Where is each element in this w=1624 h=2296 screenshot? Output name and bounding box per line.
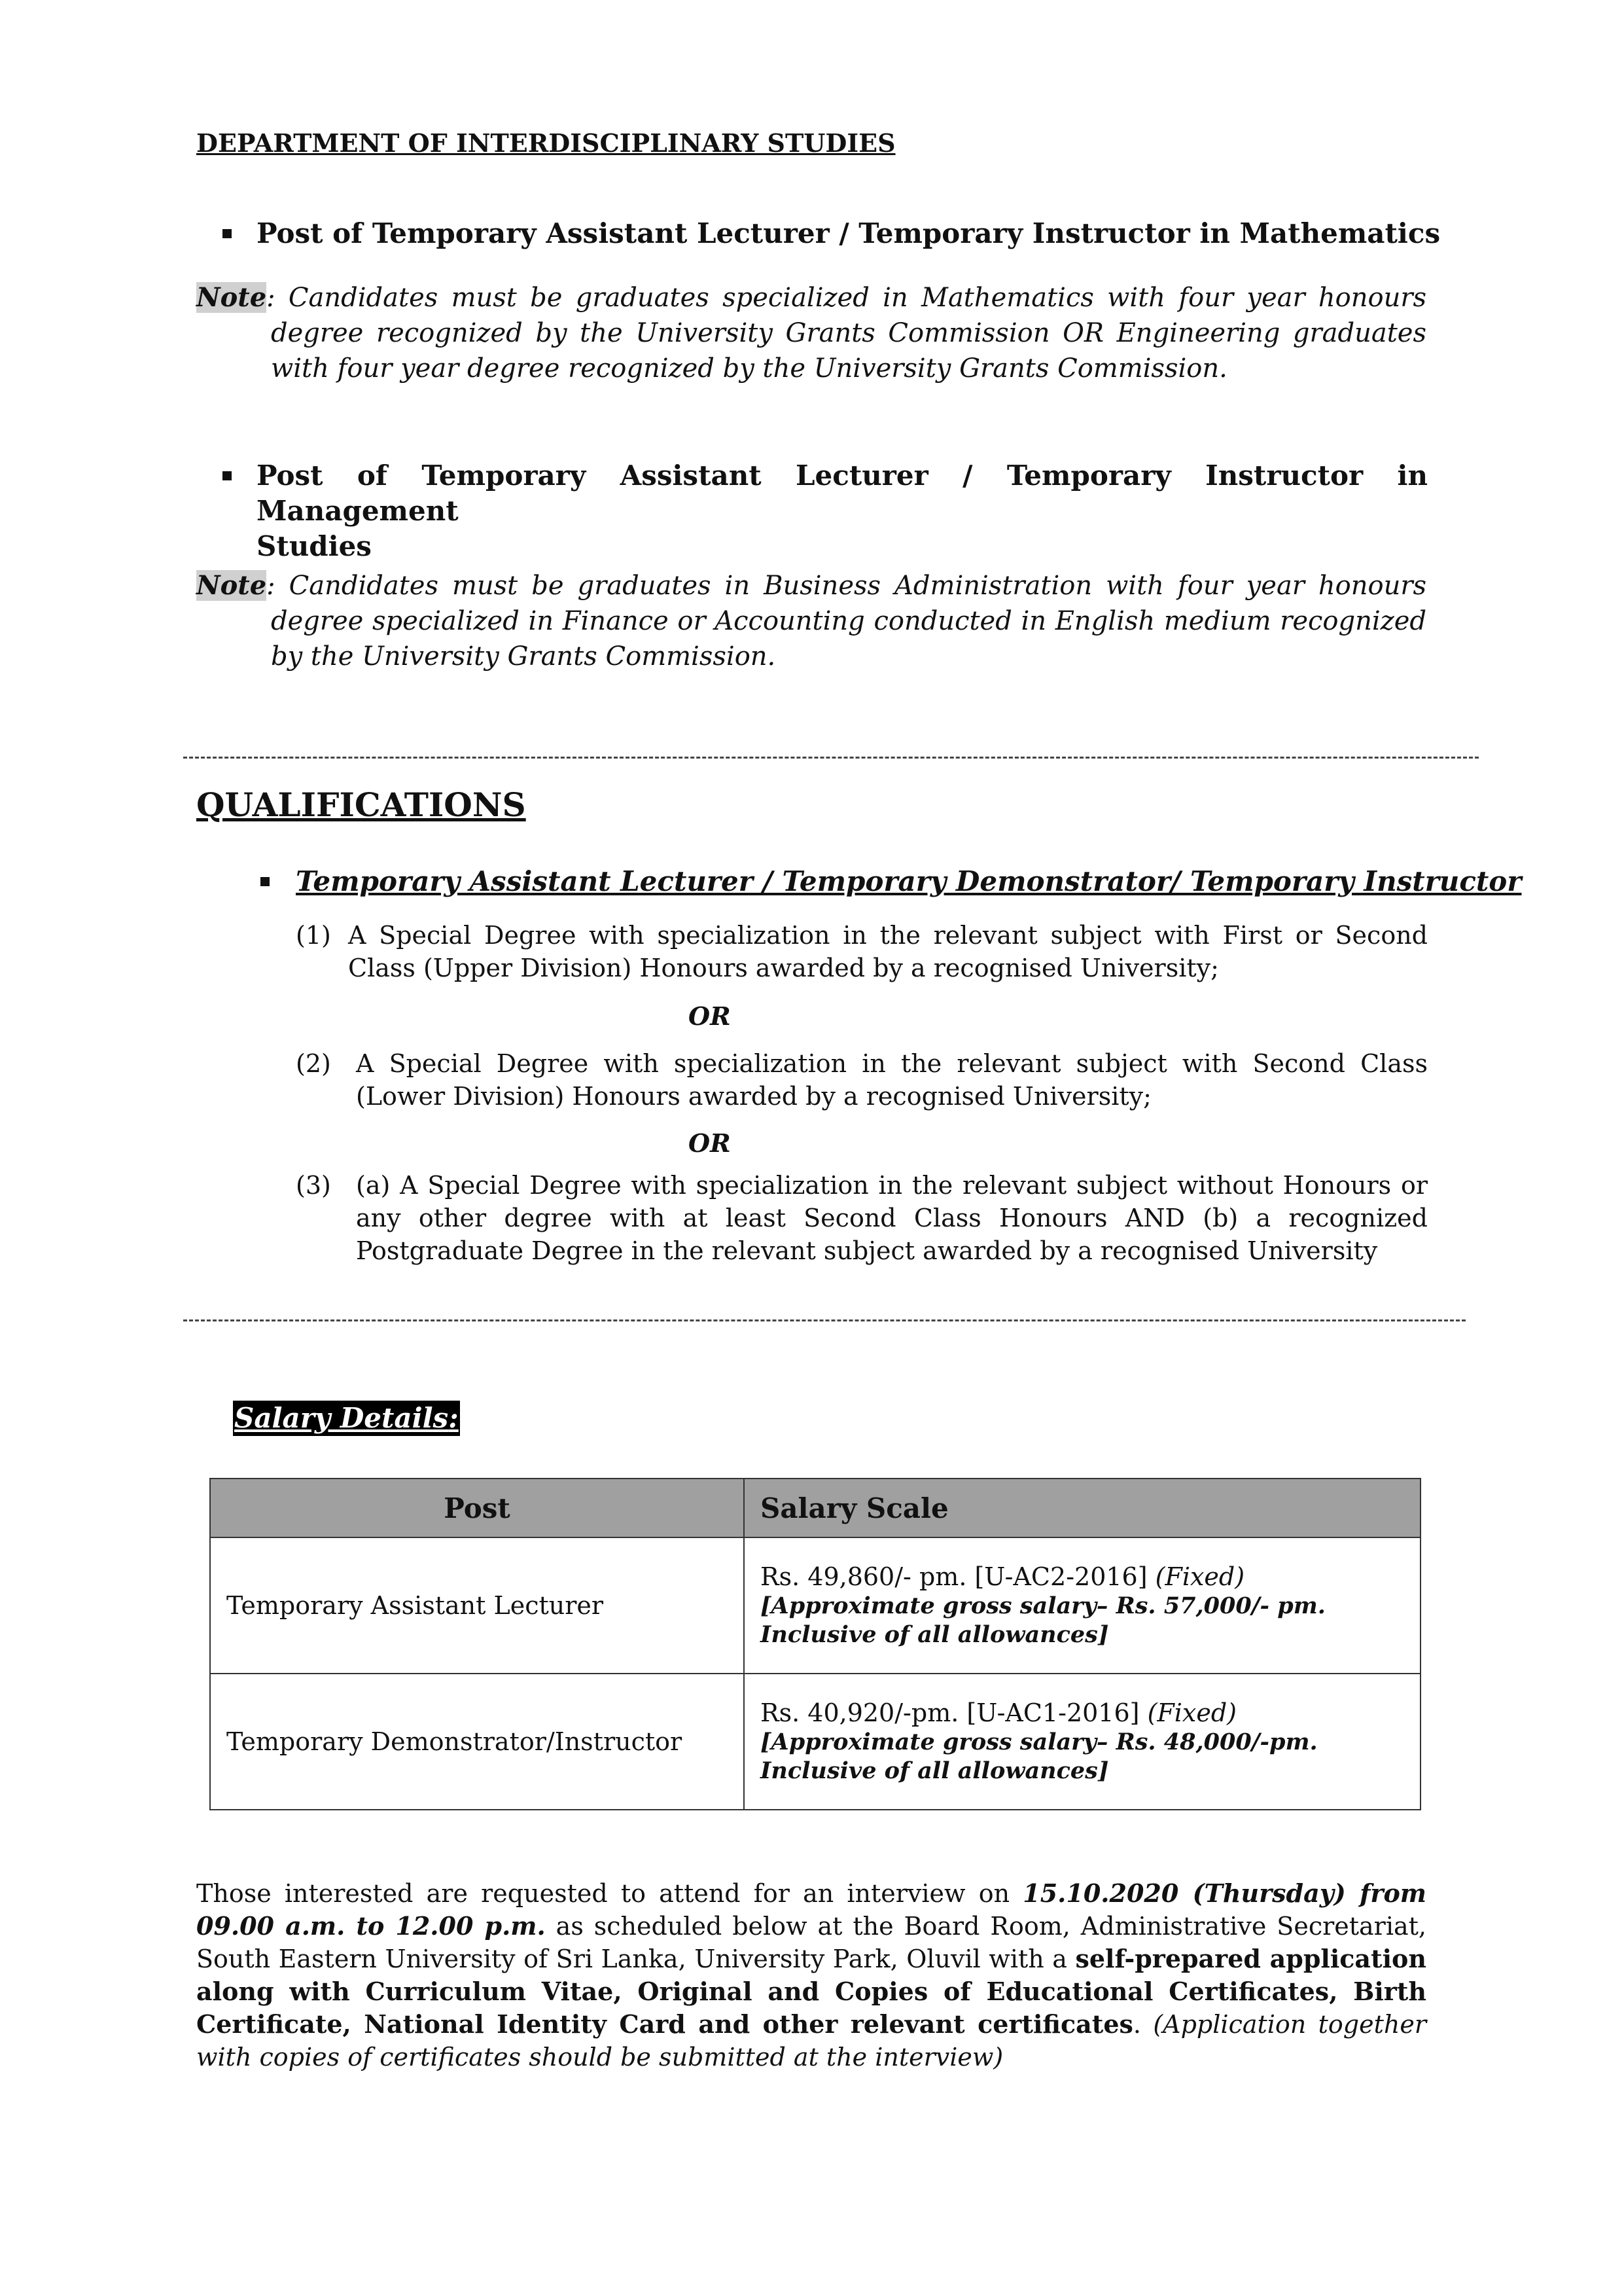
dashed-divider [183, 1319, 1466, 1321]
post-management [222, 458, 1446, 564]
qualifications-subheading [260, 864, 1521, 899]
item-number: (1) [296, 921, 331, 950]
fixed-tag: (Fixed) [1147, 1698, 1237, 1727]
item-text: A Special Degree with specialization in the relevant subject with Second Class (Lower Division) Honours awarded by a recognised University; [356, 1049, 1428, 1111]
column-header-salary-scale: Salary Scale [744, 1479, 1421, 1537]
column-header-post: Post [210, 1479, 744, 1537]
note-text: : Candidates must be graduates in Business Administration with four year honours degree specialized in Finance or Accounting conducted in English medium recognized by the University Grants Commission. [266, 571, 1426, 672]
bullet-square-icon [260, 877, 270, 886]
bullet-square-icon [222, 471, 232, 480]
submission-note: (Application together with copies of certificates should be submitted at the interview) [196, 2010, 1426, 2072]
subheading-text: Temporary Assistant Lecturer / Temporary Demonstrator/ Temporary Instructor [296, 865, 1522, 897]
table-row [210, 1537, 1421, 1674]
post-title-line1: Post of Temporary Assistant Lecturer / Temporary Instructor in Management [256, 459, 1428, 527]
qualification-item [296, 1169, 1428, 1267]
note-management [196, 568, 1426, 674]
note-mathematics [196, 280, 1426, 386]
scale-text: Rs. 49,860/- pm. [U-AC2-2016] [760, 1562, 1148, 1591]
item-number: (3) [296, 1171, 331, 1200]
department-heading: DEPARTMENT OF INTERDISCIPLINARY STUDIES [196, 128, 896, 158]
salary-table [209, 1478, 1421, 1810]
or-separator: OR [688, 1001, 731, 1031]
note-text: : Candidates must be graduates specialized in Mathematics with four year honours degree recognized by the University Grants Commission OR Engineering graduates with four year degree recognized by the University Grants Commission. [266, 283, 1426, 384]
item-text: (a) A Special Degree with specialization in the relevant subject without Honours or any other degree with at least Second Class Honours AND (b) a recognized Postgraduate Degree in the relevant subject awarded by a recognised University [356, 1171, 1428, 1265]
post-title-line2: Studies [256, 530, 372, 562]
item-text: A Special Degree with specialization in the relevant subject with First or Second Class (Upper Division) Honours awarded by a recognised University; [348, 921, 1428, 982]
item-number: (2) [296, 1049, 331, 1078]
table-header-row [210, 1479, 1421, 1537]
interview-text: . [1133, 2010, 1154, 2039]
qualification-item [296, 1047, 1428, 1113]
salary-heading-colon: : [448, 1402, 459, 1434]
interview-date: 15.10.2020 (Thursday) from 09.00 a.m. to 12.00 p.m. [196, 1878, 1427, 1941]
required-documents: self-prepared application along with Curriculum Vitae, Original and Copies of Educational Certificates, Birth Certificate, National Identity Card and other relevant certificates [196, 1944, 1426, 2039]
scale-text: Rs. 40,920/-pm. [U-AC1-2016] [760, 1698, 1140, 1727]
qualifications-heading: QUALIFICATIONS [196, 785, 526, 824]
post-cell: Temporary Assistant Lecturer [210, 1537, 744, 1674]
post-mathematics [222, 216, 1446, 251]
approx-salary: [Approximate gross salary– Rs. 48,000/-pm. Inclusive of all allowances] [760, 1729, 1318, 1784]
salary-heading-text: Salary Details [234, 1402, 449, 1434]
interview-paragraph [196, 1877, 1426, 2073]
salary-scale-cell [744, 1537, 1421, 1674]
qualification-item [296, 919, 1428, 984]
post-title: Post of Temporary Assistant Lecturer / Temporary Instructor in Mathematics [256, 217, 1441, 249]
dashed-divider [183, 757, 1479, 759]
interview-text: as scheduled below at the Board Room, Administrative Secretariat, South Eastern University of Sri Lanka, University Park, Oluvil with a [196, 1912, 1426, 1973]
fixed-tag: (Fixed) [1155, 1562, 1245, 1591]
approx-salary: [Approximate gross salary– Rs. 57,000/- pm. Inclusive of all allowances] [760, 1592, 1326, 1648]
interview-text: Those interested are requested to attend for an interview on [196, 1879, 1023, 1908]
table-row [210, 1674, 1421, 1810]
post-cell: Temporary Demonstrator/Instructor [210, 1674, 744, 1810]
note-label: Note [196, 570, 267, 601]
or-separator: OR [688, 1128, 731, 1158]
salary-scale-cell [744, 1674, 1421, 1810]
bullet-square-icon [222, 229, 232, 238]
salary-details-heading [233, 1401, 460, 1436]
note-label: Note [196, 282, 267, 313]
